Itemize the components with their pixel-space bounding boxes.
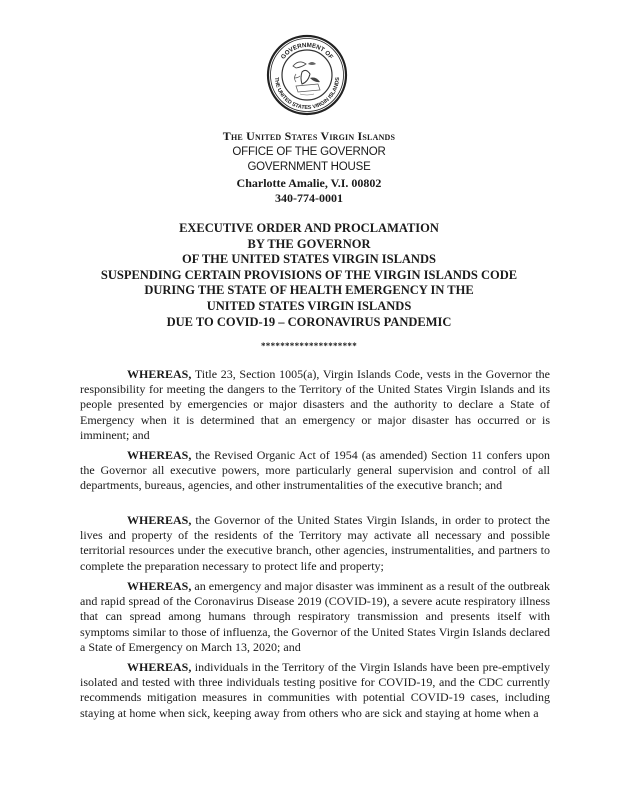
title-line: DURING THE STATE OF HEALTH EMERGENCY IN THE xyxy=(144,283,474,298)
title-line: EXECUTIVE ORDER AND PROCLAMATION xyxy=(179,221,439,235)
whereas-paragraph xyxy=(80,579,550,655)
whereas-paragraph xyxy=(80,367,550,443)
letterhead-territory: The United States Virgin Islands xyxy=(222,129,396,143)
whereas-lead: WHEREAS, xyxy=(127,513,192,527)
paragraph-text: individuals in the Territory of the Virgin Islands have been pre-emptively isolated and tested with three individuals testing positive for COVID-19, and the CDC currently recommends mitigation measures in communities with potential COVID-19 cases, including staying at home when sick, keeping away from others who are sick and staying at home when a xyxy=(80,660,550,720)
whereas-lead: WHEREAS, xyxy=(127,660,192,674)
government-seal-icon xyxy=(266,34,348,116)
letterhead xyxy=(0,129,618,207)
title-line: DUE TO COVID-19 – CORONAVIRUS PANDEMIC xyxy=(166,314,452,329)
letterhead-building: GOVERNMENT HOUSE xyxy=(247,161,371,173)
whereas-lead: WHEREAS, xyxy=(127,448,192,462)
title-line: UNITED STATES VIRGIN ISLANDS xyxy=(206,298,412,313)
seal-bottom-text: THE UNITED STATES VIRGIN ISLANDS xyxy=(272,76,342,112)
letterhead-office: OFFICE OF THE GOVERNOR xyxy=(232,145,386,158)
title-line: SUSPENDING CERTAIN PROVISIONS OF THE VIRGIN ISLANDS CODE xyxy=(100,267,518,282)
paragraph-text: the Revised Organic Act of 1954 (as amended) Section 11 confers upon the Governor all executive powers, more particularly general supervision and control of all departments, bureaus, agencies, and other instrumentalities of the executive branch; and xyxy=(80,448,550,493)
title-line: BY THE GOVERNOR xyxy=(247,236,371,251)
letterhead-address: Charlotte Amalie, V.I. 00802 xyxy=(236,175,382,190)
paragraph-text: an emergency and major disaster was imminent as a result of the outbreak and rapid spread of the Coronavirus Disease 2019 (COVID-19), a severe acute respiratory illness that can spread among humans through respiratory transmission and presents itself with symptoms similar to those of influenza, the Governor of the United States Virgin Islands declared a State of Emergency on March 13, 2020; and xyxy=(80,579,550,654)
document-title xyxy=(0,221,618,330)
whereas-paragraph xyxy=(80,660,550,721)
letterhead-phone: 340-774-0001 xyxy=(275,191,343,205)
whereas-lead: WHEREAS, xyxy=(127,579,192,593)
seal-top-text: GOVERNMENT OF xyxy=(279,41,335,61)
separator-asterisks: ******************** xyxy=(261,341,357,351)
paragraph-text: Title 23, Section 1005(a), Virgin Islands Code, vests in the Governor the responsibility for meeting the dangers to the Territory of the United States Virgin Islands and its people presented by emergencies or major disasters and the authority to declare a State of Emergency when it is determined that an emergency or major disaster has occurred or is imminent; and xyxy=(80,367,550,442)
whereas-paragraph xyxy=(80,448,550,494)
paragraph-text: the Governor of the United States Virgin Islands, in order to protect the lives and property of the residents of the Territory may activate all necessary and possible territorial resources under the executive branch, other agencies, instrumentalities, and partners to complete the preparation necessary to protect life and property; xyxy=(80,513,550,573)
whereas-paragraph xyxy=(80,513,550,574)
title-line: OF THE UNITED STATES VIRGIN ISLANDS xyxy=(182,252,436,267)
whereas-lead: WHEREAS, xyxy=(127,367,192,381)
